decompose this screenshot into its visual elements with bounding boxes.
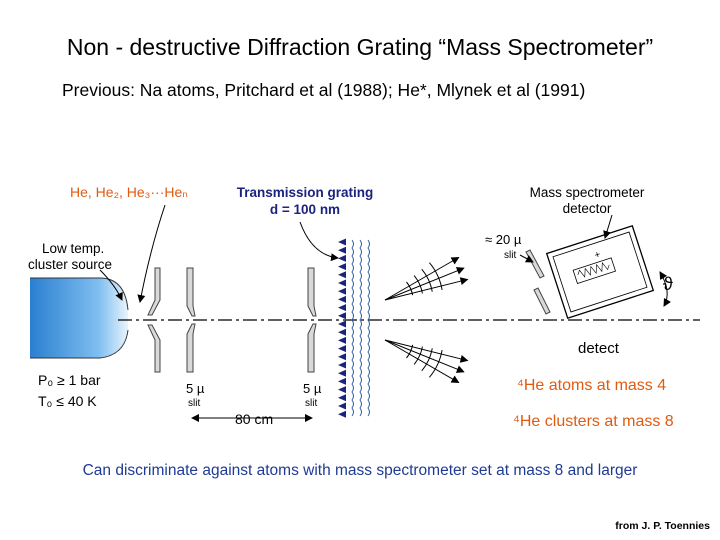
grating-tooth [338, 403, 346, 410]
beam-arrow [385, 258, 459, 301]
grating-tooth [338, 411, 346, 418]
detector-slit [526, 250, 550, 314]
grating-tooth [338, 296, 346, 303]
source-label-1: Low temp. [42, 241, 105, 256]
grating-tooth [338, 321, 346, 328]
pressure-label: P₀ ≥ 1 bar [38, 372, 101, 388]
slit-1-sub: slit [188, 398, 201, 409]
slit-20-sub: slit [504, 250, 517, 261]
detector-pointer [605, 215, 612, 238]
wavefront-arc [360, 240, 362, 416]
grating-tooth [338, 247, 346, 254]
svg-text:+: + [593, 249, 603, 262]
wavefronts [352, 240, 370, 416]
slit-1-label: 5 µ [186, 381, 205, 396]
grating-tooth [338, 255, 346, 262]
slide-title: Non - destructive Diffraction Grating “Mass Spectrometer” [66, 34, 654, 60]
grating-tooth [338, 329, 346, 336]
grating-label-2: d = 100 nm [269, 202, 341, 217]
grating-tooth [338, 362, 346, 369]
grating-tooth [338, 345, 346, 352]
slit-20-label: ≈ 20 µ [485, 232, 522, 247]
grating-pointer [300, 222, 338, 258]
grating-tooth [338, 370, 346, 377]
species-pointer [140, 205, 165, 302]
credit: from J. P. Toennies [615, 520, 710, 532]
grating-tooth [338, 271, 346, 278]
cluster-source [30, 278, 128, 358]
beam-arrow [385, 340, 467, 361]
clusters-label: ⁴He clusters at mass 8 [513, 413, 674, 430]
grating-tooth [338, 280, 346, 287]
grating-tooth [338, 304, 346, 311]
detector-label-2: detector [562, 201, 612, 216]
grating-tooth [338, 378, 346, 385]
atoms-label: ⁴He atoms at mass 4 [517, 377, 667, 394]
beam-arrow [385, 340, 459, 383]
grating-tooth [338, 239, 346, 246]
detector-label-1: Mass spectrometer [529, 185, 645, 200]
wavefront-arc [368, 240, 370, 416]
grating-tooth [338, 312, 346, 319]
detect-label: detect [578, 340, 619, 357]
temperature-label: T₀ ≤ 40 K [38, 393, 97, 409]
wavefront-arc [352, 240, 354, 416]
slide-subtitle: Previous: Na atoms, Pritchard et al (1988); He*, Mlynek et al (1991) [62, 80, 586, 100]
source-label-2: cluster source [28, 257, 113, 272]
caption: Can discriminate against atoms with mass spectrometer set at mass 8 and larger [82, 462, 638, 479]
grating-tooth [338, 386, 346, 393]
grating-tooth [338, 394, 346, 401]
beam-arrow [385, 279, 467, 300]
grating-label-1: Transmission grating [236, 185, 374, 200]
theta-symbol: ϑ [663, 274, 673, 294]
species-label: He, He₂, He₃···Heₙ [70, 184, 188, 200]
grating-tooth [338, 263, 346, 270]
grating-tooth [338, 337, 346, 344]
mass-spectrometer-detector [547, 226, 654, 318]
distance-label: 80 cm [235, 411, 274, 427]
slit-2-label: 5 µ [303, 381, 322, 396]
slit-2-sub: slit [305, 398, 318, 409]
grating-tooth [338, 288, 346, 295]
grating-tooth [338, 353, 346, 360]
transmission-grating [338, 239, 346, 418]
